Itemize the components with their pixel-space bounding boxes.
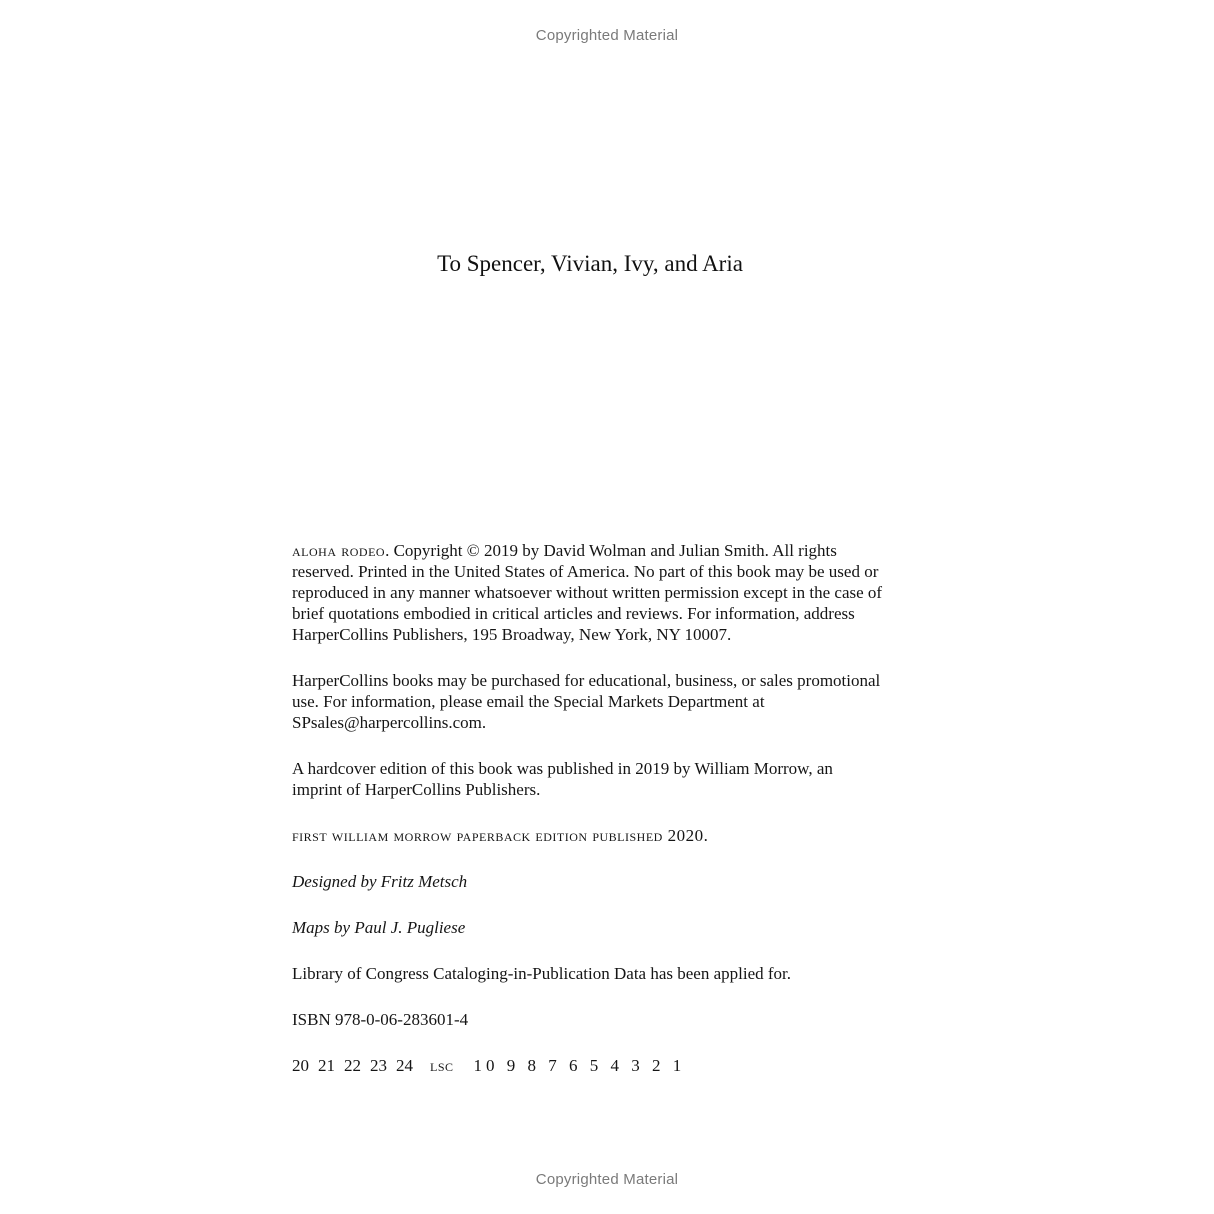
maps-credit: Maps by Paul J. Pugliese (292, 918, 466, 937)
copyright-notice (292, 540, 887, 645)
print-year: 22 (344, 1056, 361, 1075)
copyright-notice-text: . Copyright © 2019 by David Wolman and Julian Smith. All rights reserved. Printed in the United States of America. No part of this book may be used or reproduced in any manner whatsoever without written permission except in the case of brief quotations embodied in critical articles and reviews. For information, address HarperCollins Publishers, 195 Broadway, New York, NY 10007. (292, 541, 883, 644)
book-title-smallcaps: aloha rodeo (292, 541, 386, 560)
sales-notice: HarperCollins books may be purchased for educational, business, or sales promotional use. For information, please email the Special Markets Department at SPsales@harpercollins.com. (292, 671, 881, 732)
dedication: To Spencer, Vivian, Ivy, and Aria (437, 251, 743, 276)
copyrighted-material-watermark-bottom: Copyrighted Material (535, 1171, 679, 1188)
designer-credit: Designed by Fritz Metsch (292, 872, 468, 891)
copyrighted-material-watermark-top: Copyrighted Material (535, 27, 679, 44)
print-year: 20 (292, 1056, 309, 1075)
print-year: 23 (370, 1056, 387, 1075)
printing-sequence: 10 9 8 7 6 5 4 3 2 1 (473, 1056, 686, 1075)
printer-code: lsc (430, 1056, 454, 1075)
isbn: ISBN 978-0-06-283601-4 (292, 1010, 469, 1029)
hardcover-notice: A hardcover edition of this book was published in 2019 by William Morrow, an imprint of HarperCollins Publishers. (292, 759, 833, 799)
print-year: 24 (396, 1056, 413, 1075)
print-year: 21 (318, 1056, 335, 1075)
copyright-page-block (292, 540, 887, 1101)
edition-notice: first william morrow paperback edition published 2020. (292, 826, 709, 845)
cip-notice: Library of Congress Cataloging-in-Publication Data has been applied for. (292, 964, 792, 983)
printing-line (292, 1055, 887, 1076)
